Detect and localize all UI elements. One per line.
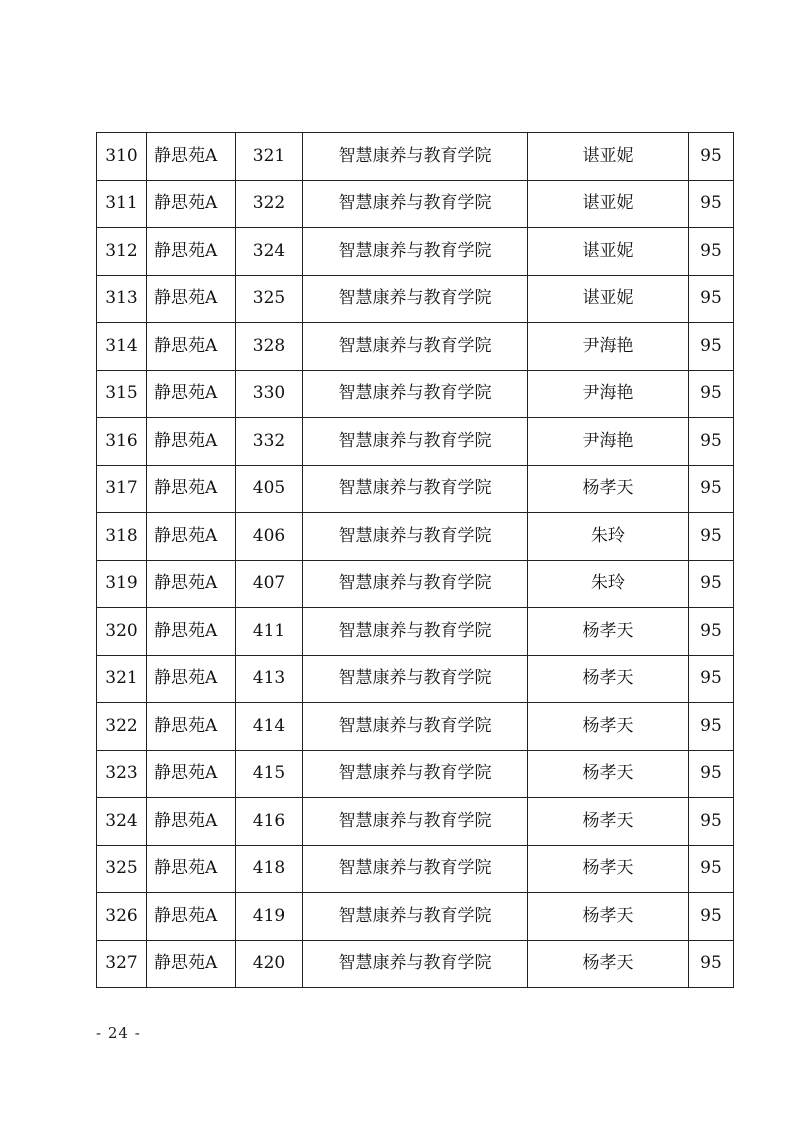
college-cell: 智慧康养与教育学院 — [303, 893, 528, 941]
score-cell: 95 — [689, 323, 734, 371]
table-row — [97, 750, 734, 798]
building-cell: 静思苑A — [147, 180, 236, 228]
college-cell: 智慧康养与教育学院 — [303, 323, 528, 371]
room-number-cell: 325 — [236, 275, 303, 323]
score-cell: 95 — [689, 940, 734, 988]
score-cell: 95 — [689, 750, 734, 798]
college-cell: 智慧康养与教育学院 — [303, 608, 528, 656]
score-cell: 95 — [689, 275, 734, 323]
building-cell: 静思苑A — [147, 845, 236, 893]
college-cell: 智慧康养与教育学院 — [303, 940, 528, 988]
building-cell: 静思苑A — [147, 608, 236, 656]
score-cell: 95 — [689, 180, 734, 228]
room-number-cell: 419 — [236, 893, 303, 941]
score-cell: 95 — [689, 893, 734, 941]
building-cell: 静思苑A — [147, 275, 236, 323]
score-cell: 95 — [689, 465, 734, 513]
college-cell: 智慧康养与教育学院 — [303, 703, 528, 751]
row-index-cell: 317 — [97, 465, 147, 513]
building-cell: 静思苑A — [147, 133, 236, 181]
table-row — [97, 323, 734, 371]
counselor-cell: 尹海艳 — [528, 370, 689, 418]
room-number-cell: 330 — [236, 370, 303, 418]
counselor-cell: 朱玲 — [528, 513, 689, 561]
building-cell: 静思苑A — [147, 893, 236, 941]
college-cell: 智慧康养与教育学院 — [303, 465, 528, 513]
room-number-cell: 414 — [236, 703, 303, 751]
table-row — [97, 275, 734, 323]
row-index-cell: 316 — [97, 418, 147, 466]
counselor-cell: 杨孝天 — [528, 893, 689, 941]
table-row — [97, 893, 734, 941]
table-row — [97, 180, 734, 228]
counselor-cell: 尹海艳 — [528, 418, 689, 466]
row-index-cell: 315 — [97, 370, 147, 418]
room-number-cell: 416 — [236, 798, 303, 846]
college-cell: 智慧康养与教育学院 — [303, 275, 528, 323]
score-cell: 95 — [689, 560, 734, 608]
counselor-cell: 杨孝天 — [528, 750, 689, 798]
college-cell: 智慧康养与教育学院 — [303, 180, 528, 228]
room-number-cell: 405 — [236, 465, 303, 513]
building-cell: 静思苑A — [147, 465, 236, 513]
table-row — [97, 560, 734, 608]
building-cell: 静思苑A — [147, 703, 236, 751]
row-index-cell: 320 — [97, 608, 147, 656]
college-cell: 智慧康养与教育学院 — [303, 845, 528, 893]
counselor-cell: 杨孝天 — [528, 608, 689, 656]
building-cell: 静思苑A — [147, 798, 236, 846]
counselor-cell: 杨孝天 — [528, 703, 689, 751]
row-index-cell: 323 — [97, 750, 147, 798]
room-number-cell: 411 — [236, 608, 303, 656]
row-index-cell: 324 — [97, 798, 147, 846]
table-row — [97, 940, 734, 988]
row-index-cell: 321 — [97, 655, 147, 703]
college-cell: 智慧康养与教育学院 — [303, 750, 528, 798]
room-number-cell: 415 — [236, 750, 303, 798]
counselor-cell: 谌亚妮 — [528, 228, 689, 276]
college-cell: 智慧康养与教育学院 — [303, 560, 528, 608]
counselor-cell: 杨孝天 — [528, 940, 689, 988]
score-cell: 95 — [689, 655, 734, 703]
building-cell: 静思苑A — [147, 418, 236, 466]
row-index-cell: 314 — [97, 323, 147, 371]
score-cell: 95 — [689, 418, 734, 466]
room-number-cell: 418 — [236, 845, 303, 893]
building-cell: 静思苑A — [147, 655, 236, 703]
building-cell: 静思苑A — [147, 750, 236, 798]
dormitory-score-table — [96, 132, 734, 988]
college-cell: 智慧康养与教育学院 — [303, 370, 528, 418]
building-cell: 静思苑A — [147, 370, 236, 418]
table-body — [97, 133, 734, 988]
building-cell: 静思苑A — [147, 940, 236, 988]
row-index-cell: 318 — [97, 513, 147, 561]
table-row — [97, 798, 734, 846]
room-number-cell: 406 — [236, 513, 303, 561]
college-cell: 智慧康养与教育学院 — [303, 228, 528, 276]
row-index-cell: 311 — [97, 180, 147, 228]
table-row — [97, 845, 734, 893]
score-cell: 95 — [689, 608, 734, 656]
score-cell: 95 — [689, 513, 734, 561]
counselor-cell: 杨孝天 — [528, 845, 689, 893]
room-number-cell: 407 — [236, 560, 303, 608]
counselor-cell: 杨孝天 — [528, 798, 689, 846]
row-index-cell: 310 — [97, 133, 147, 181]
row-index-cell: 313 — [97, 275, 147, 323]
table-row — [97, 655, 734, 703]
room-number-cell: 413 — [236, 655, 303, 703]
counselor-cell: 杨孝天 — [528, 465, 689, 513]
score-cell: 95 — [689, 703, 734, 751]
room-number-cell: 322 — [236, 180, 303, 228]
table-row — [97, 513, 734, 561]
table-row — [97, 465, 734, 513]
counselor-cell: 谌亚妮 — [528, 275, 689, 323]
table-row — [97, 228, 734, 276]
college-cell: 智慧康养与教育学院 — [303, 798, 528, 846]
room-number-cell: 332 — [236, 418, 303, 466]
college-cell: 智慧康养与教育学院 — [303, 418, 528, 466]
table-row — [97, 608, 734, 656]
college-cell: 智慧康养与教育学院 — [303, 655, 528, 703]
counselor-cell: 谌亚妮 — [528, 133, 689, 181]
table-row — [97, 133, 734, 181]
counselor-cell: 杨孝天 — [528, 655, 689, 703]
row-index-cell: 327 — [97, 940, 147, 988]
counselor-cell: 尹海艳 — [528, 323, 689, 371]
score-cell: 95 — [689, 370, 734, 418]
building-cell: 静思苑A — [147, 228, 236, 276]
row-index-cell: 326 — [97, 893, 147, 941]
table-row — [97, 418, 734, 466]
row-index-cell: 322 — [97, 703, 147, 751]
score-cell: 95 — [689, 798, 734, 846]
score-cell: 95 — [689, 133, 734, 181]
room-number-cell: 321 — [236, 133, 303, 181]
counselor-cell: 谌亚妮 — [528, 180, 689, 228]
score-cell: 95 — [689, 228, 734, 276]
college-cell: 智慧康养与教育学院 — [303, 513, 528, 561]
building-cell: 静思苑A — [147, 560, 236, 608]
building-cell: 静思苑A — [147, 513, 236, 561]
room-number-cell: 328 — [236, 323, 303, 371]
page-number: - 24 - — [96, 1024, 141, 1042]
row-index-cell: 312 — [97, 228, 147, 276]
row-index-cell: 319 — [97, 560, 147, 608]
row-index-cell: 325 — [97, 845, 147, 893]
college-cell: 智慧康养与教育学院 — [303, 133, 528, 181]
table-row — [97, 370, 734, 418]
score-cell: 95 — [689, 845, 734, 893]
building-cell: 静思苑A — [147, 323, 236, 371]
room-number-cell: 420 — [236, 940, 303, 988]
counselor-cell: 朱玲 — [528, 560, 689, 608]
room-number-cell: 324 — [236, 228, 303, 276]
table-row — [97, 703, 734, 751]
